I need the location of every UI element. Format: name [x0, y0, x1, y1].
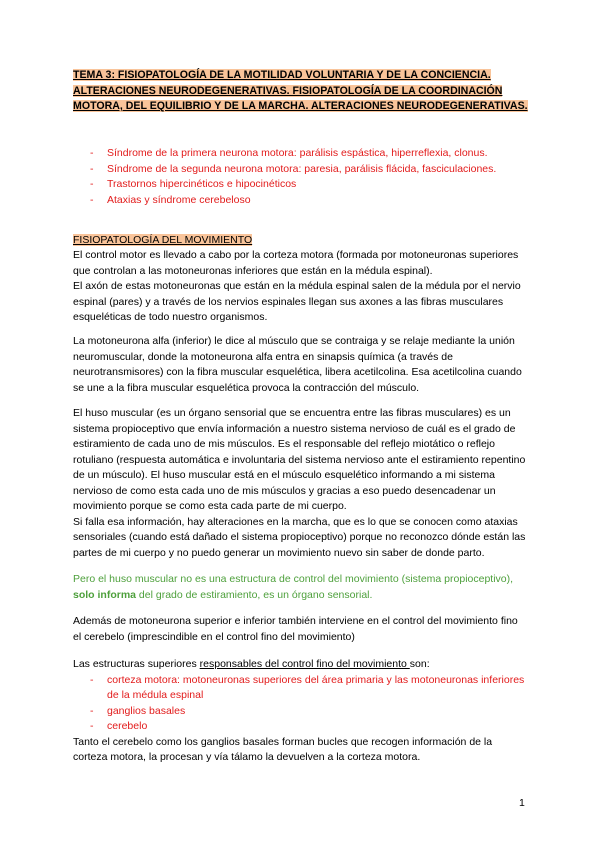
section-heading — [73, 233, 528, 249]
paragraph-text: El huso muscular (es un órgano sensorial que se encuentra entre las fibras musculares) es un sistema propioceptivo que envía información a nuestro sistema nervioso de cuál es el grado de estiramiento de cada uno de mis músculos. Es el responsable del reflejo miotático o reflejo rotuliano (respuesta automática e involuntaria del sistema nervioso ante el estiramiento repentino de un músculo). El huso muscular está en el músculo esquelético informando a mi sistema nervioso de como esta cada uno de mis músculos y gracias a eso puedo desencadenar un movimiento porque se como esta cada parte de mi cuerpo. — [73, 407, 526, 512]
paragraph-text: Pero el huso muscular no es una estructura de control del movimiento (sistema propioceptivo), — [73, 573, 514, 585]
structure-item: - cerebelo — [73, 719, 528, 735]
paragraph-text: Las estructuras superiores — [73, 658, 200, 670]
page-number: 1 — [519, 797, 525, 809]
paragraph-2 — [73, 334, 528, 396]
paragraph-6 — [73, 657, 528, 766]
bold-text: solo informa — [73, 588, 137, 601]
topics-list — [73, 146, 528, 208]
paragraph-4 — [73, 572, 528, 603]
paragraph-text: Además de motoneurona superior e inferior también interviene en el control del movimiento fino el cerebelo (imprescindible en el control fino del movimiento) — [73, 615, 518, 643]
paragraph-text: Si falla esa información, hay alteraciones en la marcha, que es lo que se conocen como ataxias sensoriales (cuando está dañado el sistema propioceptivo) porque no reconozco dónde están las partes de mi cuerpo y no puedo generar un movimiento nuevo sin saber de donde parto. — [73, 515, 526, 559]
paragraph-text: del grado de estiramiento, es un órgano sensorial. — [136, 588, 373, 601]
paragraph-1 — [73, 248, 528, 326]
paragraph-text: Tanto el cerebelo como los ganglios basales forman bucles que recogen información de la corteza motora, la procesan y vía tálamo la devuelven a la corteza motora. — [73, 735, 493, 763]
paragraph-text: son: — [409, 658, 430, 670]
paragraph-text: El axón de estas motoneuronas que están en la médula espinal salen de la médula por el nervio espinal (pares) y a través de los nervios espinales llegan sus axones a las fibras musculares esqueléticas de todo nuestro organismos. — [73, 280, 521, 323]
paragraph-5 — [73, 614, 528, 645]
topic-item: - Trastornos hipercinéticos e hipocinéticos — [73, 177, 528, 193]
topic-item: - Síndrome de la primera neurona motora: parálisis espástica, hiperreflexia, clonus. — [73, 146, 528, 162]
underlined-text: responsables del control fino del movimiento — [199, 658, 410, 670]
structure-item: - corteza motora: motoneuronas superiores del área primaria y las motoneuronas inferiores de la médula espinal — [73, 673, 528, 704]
topic-item: - Síndrome de la segunda neurona motora: paresia, parálisis flácida, fasciculaciones. — [73, 162, 528, 178]
paragraph-3 — [73, 406, 528, 561]
title-text: TEMA 3: FISIOPATOLOGÍA DE LA MOTILIDAD VOLUNTARIA Y DE LA CONCIENCIA. ALTERACIONES NEURODEGENERATIVAS. FISIOPATOLOGÍA DE LA COORDINACIÓN MOTORA, DEL EQUILIBRIO Y DE LA MARCHA. ALTERACIONES NEURODEGENERATIVAS. — [73, 69, 528, 112]
structure-item: - ganglios basales — [73, 704, 528, 720]
section-heading-text: FISIOPATOLOGÍA DEL MOVIMIENTO — [73, 234, 253, 246]
structures-list — [73, 673, 528, 735]
paragraph-text: El control motor es llevado a cabo por la corteza motora (formada por motoneuronas superiores que controlan a las motoneuronas inferiores que están en la médula espinal). — [73, 249, 519, 277]
topic-item: - Ataxias y síndrome cerebeloso — [73, 193, 528, 209]
paragraph-text: La motoneurona alfa (inferior) le dice al músculo que se contraiga y se relaje mediante la unión neuromuscular, donde la motoneurona alfa entra en sinapsis química (a través de neurotransmisores) con la fibra muscular esquelética, libera acetilcolina. Esa acetilcolina cuando se une a la fibra muscular esquelética provoca la contracción del músculo. — [73, 335, 522, 394]
document-title — [73, 68, 528, 115]
